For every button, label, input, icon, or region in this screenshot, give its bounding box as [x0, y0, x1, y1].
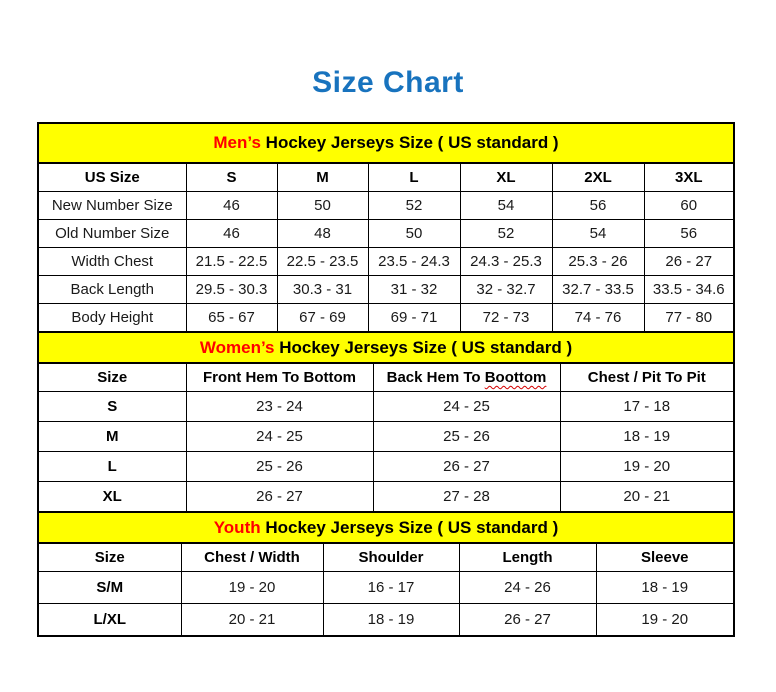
- cell: 25 - 26: [373, 422, 560, 452]
- col-header: M: [277, 163, 368, 192]
- row-label: L: [38, 452, 186, 482]
- mens-header-row: [38, 163, 734, 192]
- row-label: L/XL: [38, 604, 181, 637]
- cell: 48: [277, 220, 368, 248]
- cell: 46: [186, 192, 277, 220]
- cell: 20 - 21: [560, 482, 734, 513]
- cell: 60: [644, 192, 734, 220]
- cell: 46: [186, 220, 277, 248]
- cell: 16 - 17: [323, 572, 459, 604]
- page-title: Size Chart: [312, 66, 464, 99]
- cell: 56: [644, 220, 734, 248]
- cell: 24 - 25: [373, 392, 560, 422]
- cell: 18 - 19: [596, 572, 734, 604]
- cell: 18 - 19: [560, 422, 734, 452]
- youth-size-table: [37, 511, 735, 637]
- size-chart-tables: [37, 122, 733, 637]
- womens-highlight: Women’s: [199, 337, 275, 357]
- col-header-text: Back Hem To: [386, 369, 481, 386]
- youth-title-rest: Hockey Jerseys Size ( US standard ): [265, 517, 559, 537]
- cell: 23 - 24: [186, 392, 373, 422]
- cell: 74 - 76: [552, 304, 644, 333]
- cell: 32 - 32.7: [460, 276, 552, 304]
- womens-section-title: [38, 332, 734, 363]
- cell: 26 - 27: [373, 452, 560, 482]
- cell: 32.7 - 33.5: [552, 276, 644, 304]
- mens-section-header: [38, 123, 734, 163]
- row-label: Body Height: [38, 304, 186, 333]
- youth-highlight: Youth: [213, 517, 261, 537]
- row-label: S: [38, 392, 186, 422]
- cell: 26 - 27: [459, 604, 596, 637]
- table-row: [38, 220, 734, 248]
- womens-section-header: [38, 332, 734, 363]
- cell: 23.5 - 24.3: [368, 248, 460, 276]
- womens-title-rest: Hockey Jerseys Size ( US standard ): [279, 337, 573, 357]
- cell: 33.5 - 34.6: [644, 276, 734, 304]
- table-row: [38, 304, 734, 333]
- cell: 24 - 25: [186, 422, 373, 452]
- col-header: Size: [38, 363, 186, 392]
- cell: 72 - 73: [460, 304, 552, 333]
- cell: 19 - 20: [596, 604, 734, 637]
- cell: 19 - 20: [181, 572, 323, 604]
- cell: 17 - 18: [560, 392, 734, 422]
- youth-header-row: [38, 543, 734, 572]
- cell: 50: [368, 220, 460, 248]
- cell: 25 - 26: [186, 452, 373, 482]
- cell: 21.5 - 22.5: [186, 248, 277, 276]
- col-header: XL: [460, 163, 552, 192]
- mens-title-rest: Hockey Jerseys Size ( US standard ): [265, 133, 559, 152]
- col-header: Length: [459, 543, 596, 572]
- cell: 29.5 - 30.3: [186, 276, 277, 304]
- table-row: [38, 572, 734, 604]
- table-row: [38, 392, 734, 422]
- table-row: [38, 422, 734, 452]
- cell: 65 - 67: [186, 304, 277, 333]
- youth-section-header: [38, 512, 734, 543]
- youth-section-title: [38, 512, 734, 543]
- cell: 31 - 32: [368, 276, 460, 304]
- row-label: M: [38, 422, 186, 452]
- cell: 77 - 80: [644, 304, 734, 333]
- table-row: [38, 192, 734, 220]
- cell: 54: [460, 192, 552, 220]
- cell: 69 - 71: [368, 304, 460, 333]
- row-label: XL: [38, 482, 186, 513]
- cell: 52: [460, 220, 552, 248]
- womens-header-row: [38, 363, 734, 392]
- col-header: Chest / Pit To Pit: [560, 363, 734, 392]
- mens-highlight: Men’s: [213, 133, 261, 152]
- row-label: S/M: [38, 572, 181, 604]
- table-row: [38, 452, 734, 482]
- cell: 25.3 - 26: [552, 248, 644, 276]
- cell: 67 - 69: [277, 304, 368, 333]
- table-row: [38, 276, 734, 304]
- col-header: 3XL: [644, 163, 734, 192]
- cell: 50: [277, 192, 368, 220]
- cell: 26 - 27: [644, 248, 734, 276]
- womens-size-table: [37, 331, 735, 513]
- row-label: New Number Size: [38, 192, 186, 220]
- cell: 20 - 21: [181, 604, 323, 637]
- col-header: Chest / Width: [181, 543, 323, 572]
- cell: 56: [552, 192, 644, 220]
- row-label: Back Length: [38, 276, 186, 304]
- cell: 27 - 28: [373, 482, 560, 513]
- col-header: 2XL: [552, 163, 644, 192]
- table-row: [38, 482, 734, 513]
- col-header: Size: [38, 543, 181, 572]
- cell: 24 - 26: [459, 572, 596, 604]
- mens-size-table: [37, 122, 735, 333]
- cell: 52: [368, 192, 460, 220]
- misspelled-word: Boottom: [484, 369, 547, 386]
- col-header: Front Hem To Bottom: [186, 363, 373, 392]
- cell: 54: [552, 220, 644, 248]
- cell: 26 - 27: [186, 482, 373, 513]
- mens-section-title: [38, 123, 734, 163]
- col-header: [373, 363, 560, 392]
- col-header: S: [186, 163, 277, 192]
- cell: 24.3 - 25.3: [460, 248, 552, 276]
- cell: 30.3 - 31: [277, 276, 368, 304]
- table-row: [38, 248, 734, 276]
- col-header: L: [368, 163, 460, 192]
- row-label: Width Chest: [38, 248, 186, 276]
- row-label: Old Number Size: [38, 220, 186, 248]
- col-header: US Size: [38, 163, 186, 192]
- col-header: Shoulder: [323, 543, 459, 572]
- cell: 18 - 19: [323, 604, 459, 637]
- col-header: Sleeve: [596, 543, 734, 572]
- table-row: [38, 604, 734, 637]
- cell: 22.5 - 23.5: [277, 248, 368, 276]
- cell: 19 - 20: [560, 452, 734, 482]
